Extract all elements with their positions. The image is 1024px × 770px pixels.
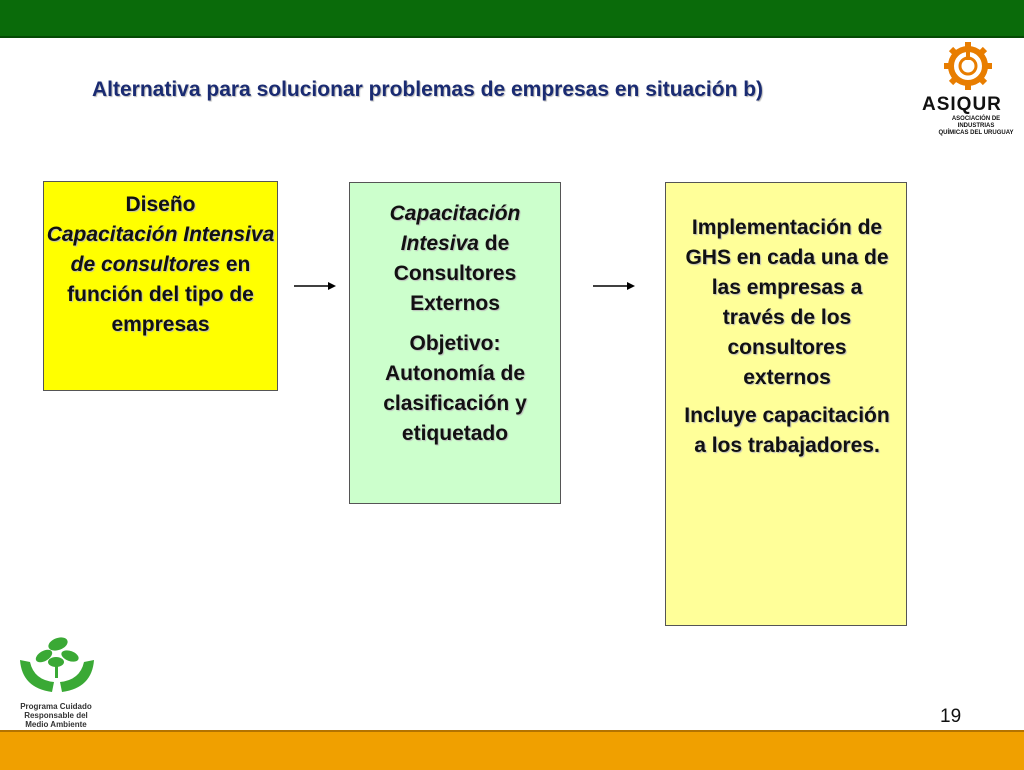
design-box-heading: Diseño [125,193,196,216]
slide-title: Alternativa para solucionar problemas de empresas en situación b) [92,78,764,101]
bottom-orange-bar [0,730,1024,770]
program-line1: Programa Cuidado [20,702,92,711]
design-box [43,181,278,391]
design-box-rest: en función del tipo de empresas [67,253,254,336]
design-box-italic: Capacitación Intensiva de consultores [46,223,275,276]
asiqur-subtitle-line2: QUÍMICAS DEL URUGUAY [938,130,1014,136]
asiqur-logo-name: ASIQUR [922,94,1002,115]
page-number: 19 [940,706,962,727]
right-arrow-icon [292,279,338,293]
program-line2: Responsable del [24,711,88,720]
training-box-italic: Capacitación Intesiva [389,202,521,255]
program-line3: Medio Ambiente [25,720,87,729]
program-hands-leaf-icon [12,630,102,700]
top-green-bar [0,0,1024,38]
implementation-box [665,182,907,626]
training-box-objective: Objetivo: Autonomía de clasificación y etiquetado [383,332,527,445]
asiqur-logo-subtitle [936,116,1016,137]
asiqur-subtitle-line1: ASOCIACIÓN DE INDUSTRIAS [951,116,1001,129]
program-name [4,702,108,729]
training-box-rest: de Consultores Externos [393,232,517,315]
training-box [349,182,561,504]
right-arrow-icon [591,279,637,293]
implementation-box-text2: Incluye capacitación a los trabajadores. [684,404,890,457]
implementation-box-text: Implementación de GHS en cada una de las empresas a través de los consultores externos [685,216,889,389]
